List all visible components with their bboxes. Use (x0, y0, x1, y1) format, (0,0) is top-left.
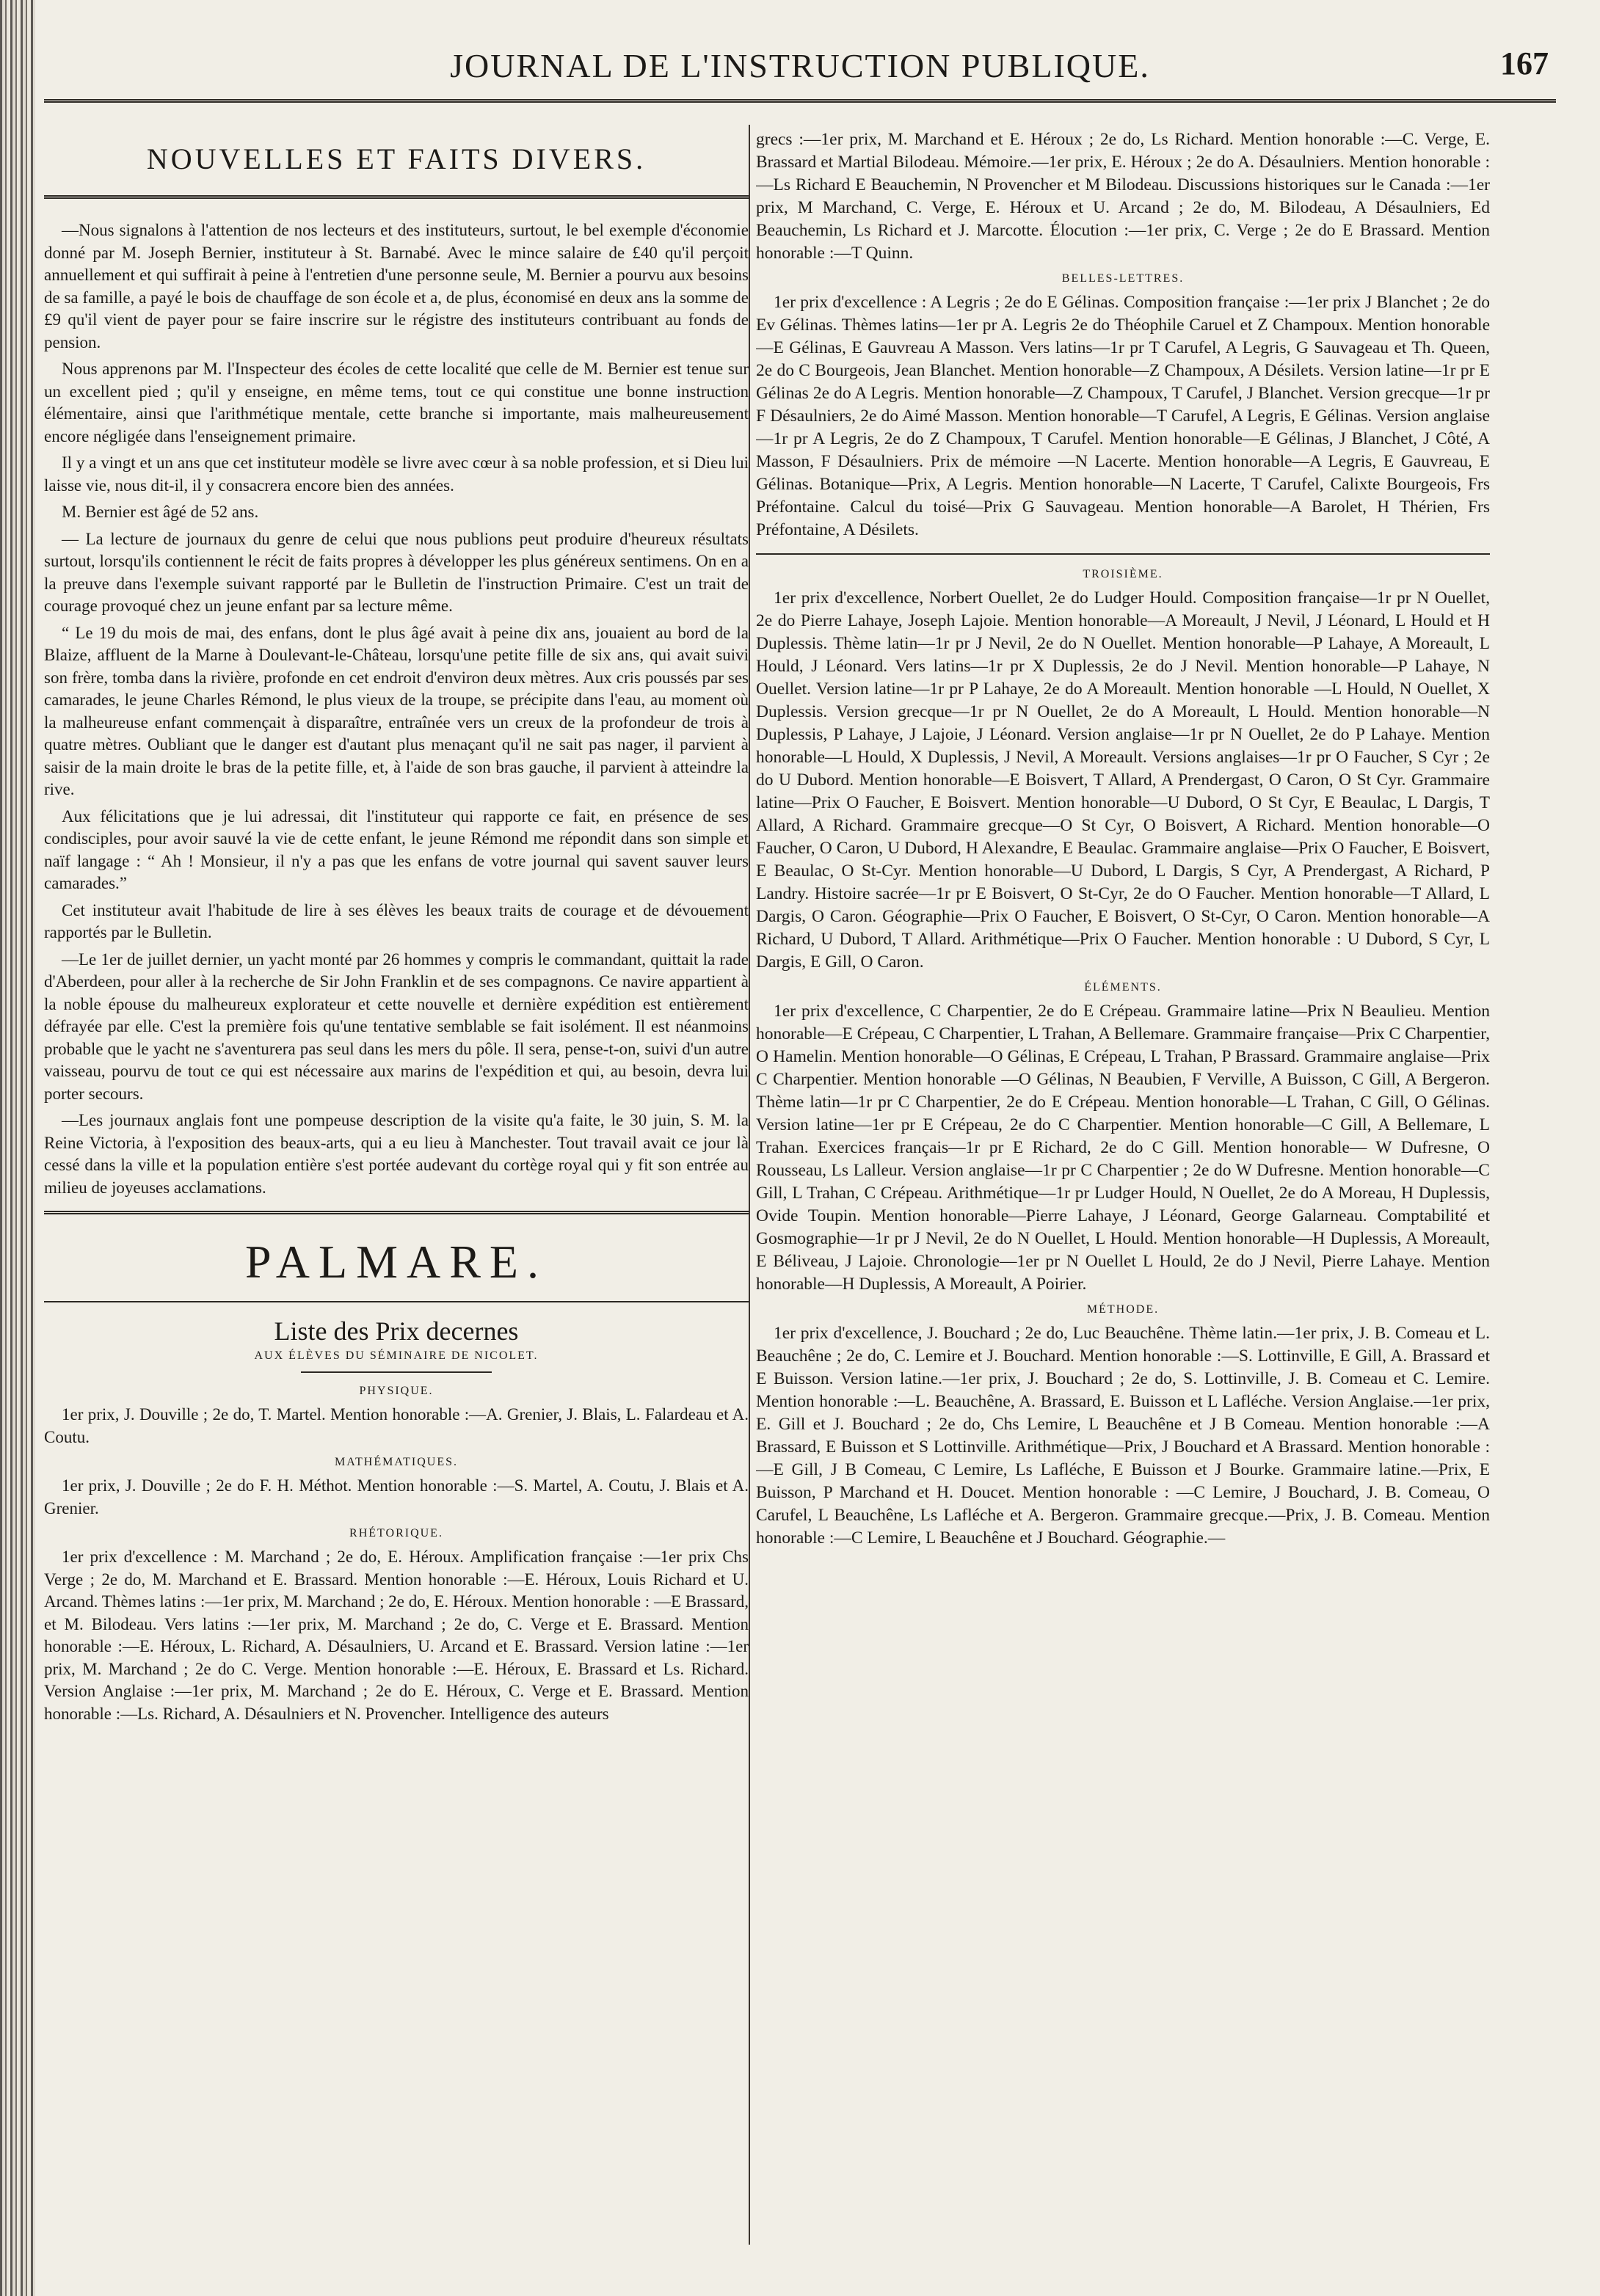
subhead-troisieme: TROISIÈME. (1083, 568, 1163, 580)
prize-list-rhetorique: 1er prix d'excellence : M. Marchand ; 2e do, E. Héroux. Amplification française :—1er prix Chs Verge ; 2e do, M. Marchand et E. Brassard. Mention honorable :—E. Héroux, Louis Richard et U. Arcand. Thèmes latins :—1er prix, M. Marchand ; 2e do, E. Héroux. Mention honorable : —E Brassard, et M. Bilodeau. Vers latins :—1er prix, M. Marchand ; 2e do, C. Verge et E. Brassard. Mention honorable :—E. Héroux, L. Richard, A. Désaulniers, U. Arcand et E. Brassard. Version latine :—1er prix, M. Marchand ; 2e do C. Verge. Mention honorable :—E. Héroux, E. Brassard et Ls. Richard. Version Anglaise :—1er prix, M. Marchand ; 2e do E. Héroux, C. Verge et E. Brassard. Mention honorable :—Ls. Richard, A. Désaulniers et N. Provencher. Intelligence des auteurs (44, 1548, 749, 1723)
palmare-rule (44, 1301, 749, 1302)
prize-list-belles-lettres: 1er prix d'excellence : A Legris ; 2e do E Gélinas. Composition française :—1er prix J Blanchet ; 2e do Ev Gélinas. Thèmes latins—1er pr A. Legris 2e do Théophile Caruel et Z Champoux. Mention honorable—E Gélinas, E Gauvreau A Masson. Vers latins—1r pr T Carufel, A Legris, G Sauvageau et Th. Queen, 2e do C Bourgeois, Jean Blanchet. Mention honorable—Z Champoux, A Désilets. Version latine—1r pr E Gélinas 2e do A Legris. Mention honorable—Z Champoux, T Carufel, J Blanchet. Version grecque—1r pr F Désaulniers, 2e do Aimé Masson. Mention honorable—T Carufel, A Legris, E Gélinas. Version anglaise —1r pr A Legris, 2e do Z Champoux, T Carufel. Mention honorable—E Gélinas, J Blanchet, J Côté, A Masson, F Désaulniers. Prix de mémoire —N Lacerte. Mention honorable—A Legris, E Gauvreau, E Gélinas. Botanique—Prix, A Legris. Mention honorable—N Lacerte, T Carufel, Calixte Bourgeois, Frs Préfontaine. Calcul du toisé—Prix G Sauvageau. Mention honorable—A Barolet, H Thérien, Frs Préfontaine, A Désilets. (756, 293, 1490, 539)
page-header (44, 40, 1556, 106)
palmare-title: PALMARE. (245, 1236, 548, 1288)
right-column (756, 128, 1490, 2252)
subhead-methode: MÉTHODE. (1086, 1303, 1160, 1316)
subhead-mathematiques: MATHÉMATIQUES. (335, 1456, 458, 1468)
article-paragraph: M. Bernier est âgé de 52 ans. (62, 503, 259, 521)
subhead-rhetorique: RHÉTORIQUE. (349, 1527, 443, 1539)
subhead-elements: ÉLÉMENTS. (1084, 981, 1162, 994)
article-paragraph: —Les journaux anglais font une pompeuse description de la visite qu'a faite, le 30 juin, S. M. la Reine Victoria, à l'exposition des beaux-arts, qui a eu lieu à Manchester. Tout travail avait ce jour là cessé dans la ville et la population entière s'est portée audevant du cortège royal qui y fit son entrée au milieu de joyeuses acclamations. (44, 1111, 749, 1197)
article-paragraph: —Le 1er de juillet dernier, un yacht monté par 26 hommes y compris le commandant, quittait la rade d'Aberdeen, pour aller à la recherche de Sir John Franklin et de ses compagnons. Ce navire appartient à la noble épouse du malheureux explorateur et cette nouvelle et dernière expédition est entièrement défrayée par elle. C'est la première fois qu'une tentative semblable se fait isolément. Il est néanmoins probable que le yacht ne s'aventurera pas seul dans les mers du pôle. Il sera, pense-t-on, suivi d'un autre vaisseau, pourvu de tout ce qui est nécessaire aux marins de l'expédition et qui, au besoin, devra lui porter secours. (44, 950, 749, 1103)
prize-list-elements: 1er prix d'excellence, C Charpentier, 2e do E Crépeau. Grammaire latine—Prix N Beaulieu. Mention honorable—E Crépeau, C Charpentier, L Trahan, A Bellemare. Grammaire française—Prix C Charpentier, O Hamelin. Mention honorable—O Gélinas, E Crépeau, L Trahan, P Brassard. Grammaire anglaise—Prix C Charpentier. Mention honorable —O Gélinas, N Beaubien, F Verville, A Buisson, C Gill, A Bergeron. Thème latin—1r pr C Charpentier, 2e do E Crépeau. Mention honorable—L Trahan, C Gill, O Gélinas. Version latine—1er pr E Crépeau, 2e do C Charpentier. Mention honorable—C Gill, A Bellemare, L Trahan. Exercices français—1r pr E Richard, 2e do C Gill. Mention honorable— W Dufresne, O Rousseau, Ls Lalleur. Version anglaise—1r pr C Charpentier ; 2e do W Dufresne. Mention honorable—C Gill, L Trahan, C Crépeau. Arithmétique—1r pr Ludger Hould, N Ouellet, 2e do A Moreau, H Duplessis, Ovide Toupin. Mention honorable—Pierre Lahaye, J Léonard, George Galarneau. Comptabilité et Gosmographie—1r pr J Nevil, 2e do N Ouellet, L Hould. Mention honorable—H Duplessis, A Moreault, E Béliveau, J Lajoie. Chronologie—1er pr N Ouellet L Hould, 2e do J Nevil, Pierre Lahaye. Mention honorable—H Duplessis, A Moreault, A Poirier. (756, 1002, 1490, 1294)
prize-list-troisieme: 1er prix d'excellence, Norbert Ouellet, 2e do Ludger Hould. Composition française—1r pr N Ouellet, 2e do Pierre Lahaye, Joseph Lajoie. Mention honorable—A Moreault, J Nevil, J Léonard, L Hould et H Duplessis. Thème latin—1r pr J Nevil, 2e do N Ouellet. Mention honorable—P Lahaye, A Moreault, L Hould, J Léonard. Vers latins—1r pr X Duplessis, 2e do J Nevil. Mention honorable—P Lahaye, N Ouellet. Version latine—1r pr P Lahaye, 2e do A Moreault. Mention honorable —L Hould, N Ouellet, X Duplessis. Version grecque—1r pr N Ouellet, 2e do A Moreault, L Hould. Mention honorable—N Duplessis, P Lahaye, J Lajoie, J Léonard. Version anglaise—1r pr N Ouellet, 2e do P Lahaye. Mention honorable—L Hould, X Duplessis, J Nevil, A Moreault. Versions anglaises—1r pr O Faucher, S Cyr ; 2e do U Dubord. Mention honorable—E Boisvert, T Allard, A Prendergast, O Caron, O St Cyr. Grammaire latine—Prix O Faucher, E Boisvert. Mention honorable—U Dubord, O St Cyr, E Beaulac, L Dargis, T Allard, A Richard. Grammaire grecque—O St Cyr, O Boisvert, A Richard. Mention honorable—O Faucher, O Caron, U Dubord, H Alexandre, E Beaulac. Grammaire anglaise—Prix O Faucher, E Boisvert, E Beaulac, O St-Cyr. Mention honorable—U Dubord, L Dargis, S Cyr, A Prendergast, A Richard, P Landry. Histoire sacrée—1r pr E Boisvert, O St-Cyr, 2e do O Faucher. Mention honorable—T Allard, L Dargis, O Caron. Géographie—Prix O Faucher, E Boisvert, O St-Cyr, O Caron. Mention honorable—A Richard, U Dubord, T Allard. Arithmétique—Prix O Faucher. Mention honorable : U Dubord, S Cyr, L Dargis, E Gill, O Caron. (756, 588, 1490, 972)
short-rule (301, 1371, 492, 1373)
article-paragraph: Aux félicitations que je lui adressai, dit l'instituteur qui rapporte ce fait, en présence de ses condisciples, pour avoir sauvé la vie de cette enfant, le jeune Rémond me répondit dans son simple et naïf langage : “ Ah ! Monsieur, il n'y a pas que les enfans de votre journal qui savent sauver leurs camarades.” (44, 806, 749, 892)
page-binding-edge (0, 0, 35, 2296)
page-number: 167 (1500, 45, 1549, 81)
section-rule-troisieme (756, 553, 1490, 555)
article-paragraph: — La lecture de journaux du genre de celui que nous publions peut produire d'heureux résultats surtout, lorsqu'ils contiennent le récit de faits propres à développer les plus généreux sentimens. On en a la preuve dans l'exemple suivant rapporté par le Bulletin de l'instruction Primaire. C'est un trait de courage provoqué chez un jeune enfant par sa lecture même. (44, 529, 749, 615)
header-rule (44, 99, 1556, 103)
section-rule (44, 195, 749, 199)
subhead-belles-lettres: BELLES-LETTRES. (1061, 272, 1185, 285)
left-column (44, 128, 749, 2252)
running-title: JOURNAL DE L'INSTRUCTION PUBLIQUE. (450, 47, 1150, 84)
subhead-physique: PHYSIQUE. (359, 1385, 434, 1397)
prize-list-rhetorique-cont: grecs :—1er prix, M. Marchand et E. Héroux ; 2e do, Ls Richard. Mention honorable :—C. Verge, E. Brassard et Martial Bilodeau. Mémoire.—1er prix, E. Héroux ; 2e do A. Désaulniers. Mention honorable :—Ls Richard E Beauchemin, N Provencher et M Bilodeau. Discussions historiques sur le Canada :—1er prix, M Marchand, C. Verge, E. Héroux et U. Arcand ; 2e do, M. Bilodeau, A Désaulniers, Ed Beauchemin, Ls Richard et J. Marcotte. Élocution :—1er prix, C. Verge ; 2e do E Brassard. Mention honorable :—T Quinn. (756, 130, 1490, 263)
article-paragraph: Nous apprenons par M. l'Inspecteur des écoles de cette localité que celle de M. Bernier est tenue sur un excellent pied ; qu'il y enseigne, en même tems, tout ce qui constitue une bonne instruction élémentaire, ainsi que l'arithmétique mentale, cette branche si importante, mais malheureusement encore négligée dans l'enseignement primaire. (44, 360, 749, 445)
column-divider (749, 125, 750, 2245)
section-rule-palmare (44, 1211, 749, 1214)
prize-list-physique: 1er prix, J. Douville ; 2e do, T. Martel. Mention honorable :—A. Grenier, J. Blais, L. Falardeau et A. Coutu. (44, 1405, 749, 1446)
liste-subtitle: AUX ÉLÈVES DU SÉMINAIRE DE NICOLET. (254, 1349, 539, 1362)
article-paragraph: “ Le 19 du mois de mai, des enfans, dont le plus âgé avait à peine dix ans, jouaient au bord de la Blaize, affluent de la Marne à Doulevant-le-Château, lorsqu'une petite fille de six ans, qui avait suivi son frère, tomba dans la rivière, profonde en cet endroit d'environ deux mètres. Aux cris poussés par ses camarades, le jeune Charles Rémond, le plus vieux de la troupe, se précipite dans l'eau, au moment où la malheureuse enfant commençait à disparaître, entraînée vers un creux de la profondeur de trois à quatre mètres. Oubliant que le danger est d'autant plus menaçant qu'il ne sait pas nager, il parvient à saisir de la main droite le bras de la petite fille, et, à l'aide de son bras gauche, il parvient à atteindre la rive. (44, 623, 749, 798)
article-paragraph: Cet instituteur avait l'habitude de lire à ses élèves les beaux traits de courage et de dévouement rapportés par le Bulletin. (44, 900, 749, 941)
section-title-nouvelles: NOUVELLES ET FAITS DIVERS. (146, 142, 647, 175)
article-paragraph: —Nous signalons à l'attention de nos lecteurs et des instituteurs, surtout, le bel exemple d'économie donné par M. Joseph Bernier, instituteur à St. Barnabé. Avec le mince salaire de £40 qu'il perçoit annuellement et qui suffirait à peine à l'entretien d'une personne seule, M. Bernier a pourvu aux besoins de sa famille, a payé le bois de chauffage de son école et a, de plus, économisé en deux ans la somme de £9 qu'il vient de payer pour se faire inscrire sur le régistre des instituteurs contribuant au fonds de pension. (44, 221, 749, 351)
article-paragraph: Il y a vingt et un ans que cet instituteur modèle se livre avec cœur à sa noble profession, et si Dieu lui laisse vie, nous dit-il, il y consacrera encore bien des années. (44, 453, 749, 495)
liste-title: Liste des Prix decernes (274, 1316, 519, 1346)
prize-list-methode: 1er prix d'excellence, J. Bouchard ; 2e do, Luc Beauchêne. Thème latin.—1er prix, J. B. Comeau et L. Beauchêne ; 2e do, C. Lemire et J. Bouchard. Mention honorable :—S. Lottinville, E Gill, A. Brassard et E Buisson. Version latine.—1er prix, J. Bouchard ; 2e do, S. Lottinville, J. B. Comeau et C. Lemire. Mention honorable :—L. Beauchêne, A. Brassard, E. Buisson et L Lafléche. Version Anglaise.—1er prix, E. Gill et J. Bouchard ; 2e do, Chs Lemire, L Beauchêne et J B Comeau. Mention honorable :—A Brassard, E Buisson et S Lottinville. Arithmétique—Prix, J Bouchard et A Brassard. Mention honorable :—E Gill, J B Comeau, C Lemire, Ls Lafléche, E Buisson et J Bourke. Grammaire latine.—Prix, E Buisson, P Marchand et H. Doucet. Mention honorable : —C Lemire, J Bouchard, J. B. Comeau, O Carufel, L Beauchêne, Ls Lafléche et A. Bergeron. Grammaire grecque.—Prix, J. B. Comeau. Mention honorable :—C Lemire, L Beauchêne et J Bouchard. Géographie.— (756, 1324, 1490, 1548)
prize-list-mathematiques: 1er prix, J. Douville ; 2e do F. H. Méthot. Mention honorable :—S. Martel, A. Coutu, J. Blais et A. Grenier. (44, 1476, 749, 1517)
